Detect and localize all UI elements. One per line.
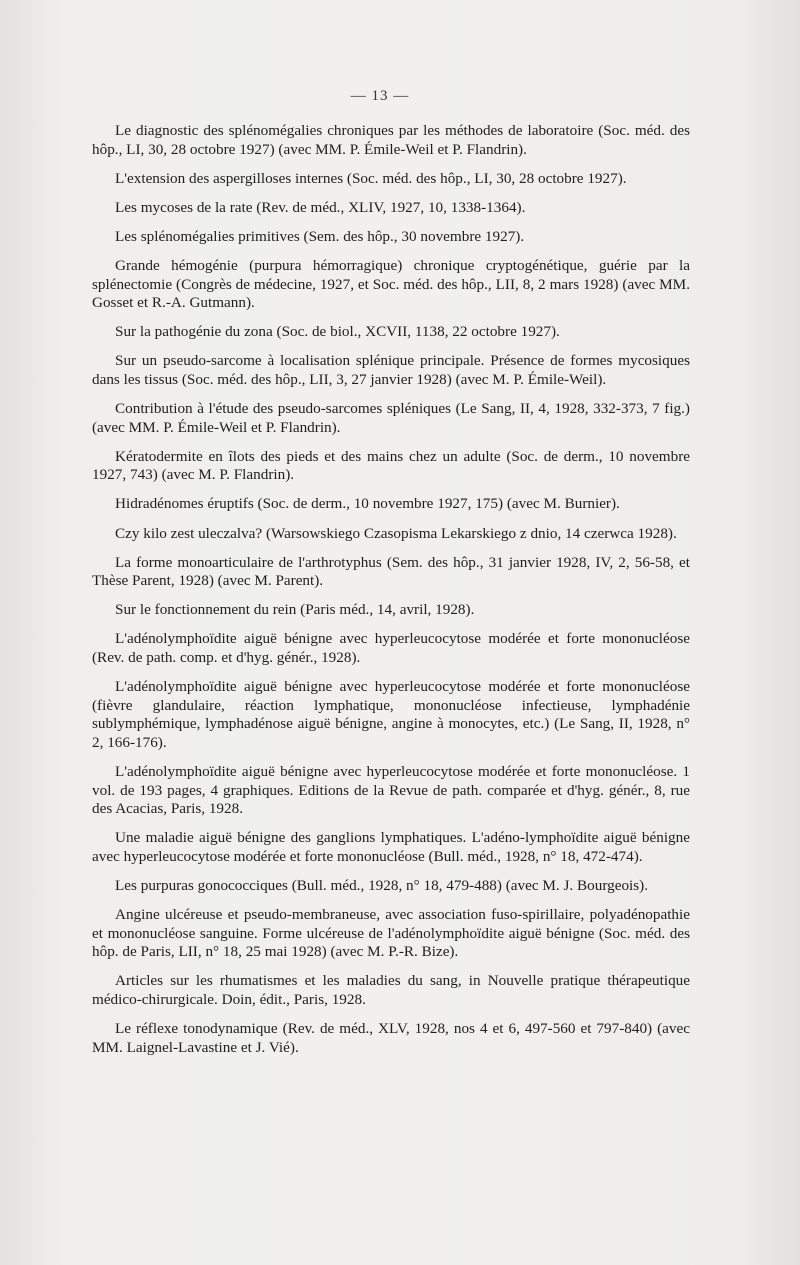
bibliography-entry: Les splénomégalies primitives (Sem. des hôp., 30 novembre 1927). (115, 227, 525, 245)
bibliography-entry: Sur un pseudo-sarcome à localisation splénique principale. Présence de formes mycosiques dans les tissus (Soc. méd. des hôp., LII, 3, 27 janvier 1928) (avec M. P. Émile-Weil). (92, 352, 690, 388)
bibliography-entry: Articles sur les rhumatismes et les maladies du sang, in Nouvelle pratique thérapeutique médico-chirurgicale. Doin, édit., Paris, 1928. (92, 972, 690, 1008)
bibliography-entry: Czy kilo zest uleczalva? (Warsowskiego Czasopisma Lekarskiego z dnio, 14 czerwca 1928). (115, 524, 677, 542)
bibliography-entry: Kératodermite en îlots des pieds et des mains chez un adulte (Soc. de derm., 10 novembre 1927, 743) (avec M. P. Flandrin). (92, 447, 690, 484)
bibliography-entry: L'adénolymphoïdite aiguë bénigne avec hyperleucocytose modérée et forte mononucléose. 1 vol. de 193 pages, 4 graphiques. Editions de la Revue de path. comparée et d'hyg. génér., 8, rue des Acacias, Paris, 1928. (92, 762, 690, 818)
bibliography-entry: La forme monoarticulaire de l'arthrotyphus (Sem. des hôp., 31 janvier 1928, IV, 2, 56-58, et Thèse Parent, 1928) (avec M. Parent). (92, 553, 690, 590)
page-number: — 13 — (350, 88, 410, 104)
bibliography-entry: L'extension des aspergilloses internes (Soc. méd. des hôp., LI, 30, 28 octobre 1927). (115, 169, 627, 187)
bibliography-entry: L'adénolymphoïdite aiguë bénigne avec hyperleucocytose modérée et forte mononucléose (fièvre glandulaire, réaction lymphatique, mononucléose infectieuse, lymphadénie sublymphémique, lymphadénose aiguë bénigne, angine à monocytes, etc.) (Le Sang, II, 1928, n° 2, 166-176). (92, 678, 690, 751)
bibliography-entry: L'adénolymphoïdite aiguë bénigne avec hyperleucocytose modérée et forte mononucléose (Rev. de path. comp. et d'hyg. génér., 1928). (92, 630, 690, 666)
bibliography-entry: Hidradénomes éruptifs (Soc. de derm., 10 novembre 1927, 175) (avec M. Burnier). (115, 495, 620, 513)
bibliography-entry: Les purpuras gonococciques (Bull. méd., 1928, n° 18, 479-488) (avec M. J. Bourgeois). (115, 876, 649, 894)
bibliography-entry: Le diagnostic des splénomégalies chroniques par les méthodes de laboratoire (Soc. méd. des hôp., LI, 30, 28 octobre 1927) (avec MM. P. Émile-Weil et P. Flandrin). (92, 122, 690, 158)
bibliography-entry: Sur la pathogénie du zona (Soc. de biol., XCVII, 1138, 22 octobre 1927). (115, 323, 560, 341)
bibliography-entry: Grande hémogénie (purpura hémorragique) chronique cryptogénétique, guérie par la splénectomie (Congrès de médecine, 1927, et Soc. méd. des hôp., LII, 8, 2 mars 1928) (avec MM. Gosset et R.-A. Gutmann). (92, 256, 690, 312)
bibliography-entry: Le réflexe tonodynamique (Rev. de méd., XLV, 1928, nos 4 et 6, 497-560 et 797-840) (avec MM. Laignel-Lavastine et J. Vié). (92, 1019, 690, 1056)
bibliography-entry: Angine ulcéreuse et pseudo-membraneuse, avec association fuso-spirillaire, polyadénopathie et mononucléose sanguine. Forme ulcéreuse de l'adénolymphoïdite aiguë bénigne (Soc. méd. des hôp. de Paris, LII, n° 18, 25 mai 1928) (avec M. P.-R. Bize). (92, 906, 690, 961)
bibliography-entry: Contribution à l'étude des pseudo-sarcomes spléniques (Le Sang, II, 4, 1928, 332-373, 7 fig.) (avec MM. P. Émile-Weil et P. Flandrin). (92, 400, 690, 436)
bibliography-entry: Une maladie aiguë bénigne des ganglions lymphatiques. L'adéno-lymphoïdite aiguë bénigne avec hyperleucocytose modérée et forte mononucléose (Bull. méd., 1928, n° 18, 472-474). (92, 829, 690, 865)
bibliography-entry: Les mycoses de la rate (Rev. de méd., XLIV, 1927, 10, 1338-1364). (115, 198, 526, 216)
bibliography-entry: Sur le fonctionnement du rein (Paris méd., 14, avril, 1928). (115, 601, 475, 619)
bibliography-list (92, 122, 690, 1068)
